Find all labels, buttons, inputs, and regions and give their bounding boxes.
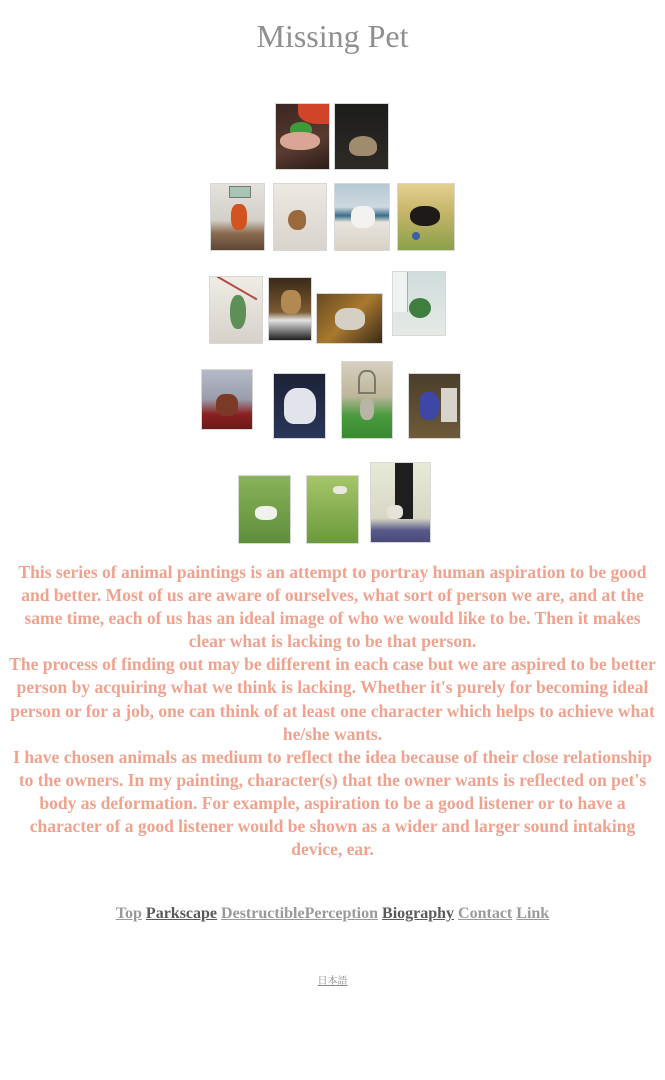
blue-ball-shape xyxy=(412,232,420,240)
painting-thumb-checkered-floor[interactable] xyxy=(268,277,312,341)
painting-thumb-figures-leaves[interactable] xyxy=(316,293,383,344)
painting-thumb-cage[interactable] xyxy=(341,361,393,439)
painting-thumb-dog-doorway[interactable] xyxy=(370,462,431,543)
animal-shape xyxy=(281,290,301,314)
painting-thumb-white-dog[interactable] xyxy=(334,183,390,251)
painting-thumb-white-animal-lawn[interactable] xyxy=(238,475,291,544)
nav-link-biography[interactable]: Biography xyxy=(382,905,455,922)
red-cloth-shape xyxy=(298,104,330,124)
painting-thumb-red-animal[interactable] xyxy=(201,369,253,430)
artist-statement xyxy=(4,561,661,861)
cage-shape xyxy=(358,370,376,394)
window-shape xyxy=(393,272,408,312)
language-link-japanese[interactable]: 日本語 xyxy=(317,976,348,987)
nav-link-top[interactable]: Top xyxy=(115,905,142,922)
painting-thumb-white-horse[interactable] xyxy=(273,373,326,439)
painting-thumb-frog[interactable] xyxy=(275,103,330,170)
squirrel-shape xyxy=(288,210,306,230)
heron-shape xyxy=(230,295,246,329)
site-navigation xyxy=(0,905,665,923)
orange-animal-shape xyxy=(231,204,247,230)
blue-figure-shape xyxy=(419,392,439,420)
white-horse-shape xyxy=(284,388,316,424)
white-dog-shape xyxy=(351,206,375,228)
hand-shape xyxy=(280,132,320,150)
painting-thumb-black-animal[interactable] xyxy=(397,183,455,251)
bucket-shape xyxy=(441,388,457,422)
animal-shape xyxy=(360,398,374,420)
painting-thumb-green-bird[interactable] xyxy=(392,271,446,336)
figures-shape xyxy=(335,308,365,330)
nav-link-parkscape[interactable]: Parkscape xyxy=(145,905,218,922)
painting-thumb-blue-figure[interactable] xyxy=(408,373,461,439)
painting-thumb-orange-animal[interactable] xyxy=(210,183,265,251)
statement-paragraph-3: I have chosen animals as medium to reflect the idea because of their close relationship to the owners. In my painting, character(s) that the owner wants is reflected on pet's body as deformation. For example, aspiration to be a good listener or to have a character of a good listener would be shown as a wider and larger sound intaking device, ear. xyxy=(13,746,652,860)
white-animal-shape xyxy=(255,506,277,520)
painting-thumb-hedgehog[interactable] xyxy=(334,103,389,170)
statement-paragraph-1: This series of animal paintings is an attempt to portray human aspiration to be good and better. Most of us are aware of ourselves, what sort of person we are, and at the same time, each of us has an ideal image of who we would like to be. Then it makes clear what is lacking to be that person. xyxy=(18,562,647,652)
black-animal-shape xyxy=(410,206,440,226)
red-animal-shape xyxy=(216,394,238,416)
painting-thumb-heron[interactable] xyxy=(209,276,263,344)
nav-link-link[interactable]: Link xyxy=(516,905,550,922)
painting-thumb-squirrel[interactable] xyxy=(273,183,327,251)
statement-paragraph-2: The process of finding out may be different in each case but we are aspired to be better person by acquiring what we think is lacking. Whether it's purely for becoming ideal person or for a job, one can think of at least one character which helps to achieve what he/she wants. xyxy=(9,654,656,744)
green-bird-shape xyxy=(409,298,431,318)
page-title: Missing Pet xyxy=(256,18,409,54)
dog-shape xyxy=(387,505,403,519)
animal-shape xyxy=(333,486,347,494)
hedgehog-shape xyxy=(349,136,377,156)
painting-thumb-grass-field[interactable] xyxy=(306,475,359,544)
nav-link-contact[interactable]: Contact xyxy=(458,905,513,922)
nav-link-destructible-perception[interactable]: DestructiblePerception xyxy=(221,905,379,922)
window-shape xyxy=(229,186,251,198)
